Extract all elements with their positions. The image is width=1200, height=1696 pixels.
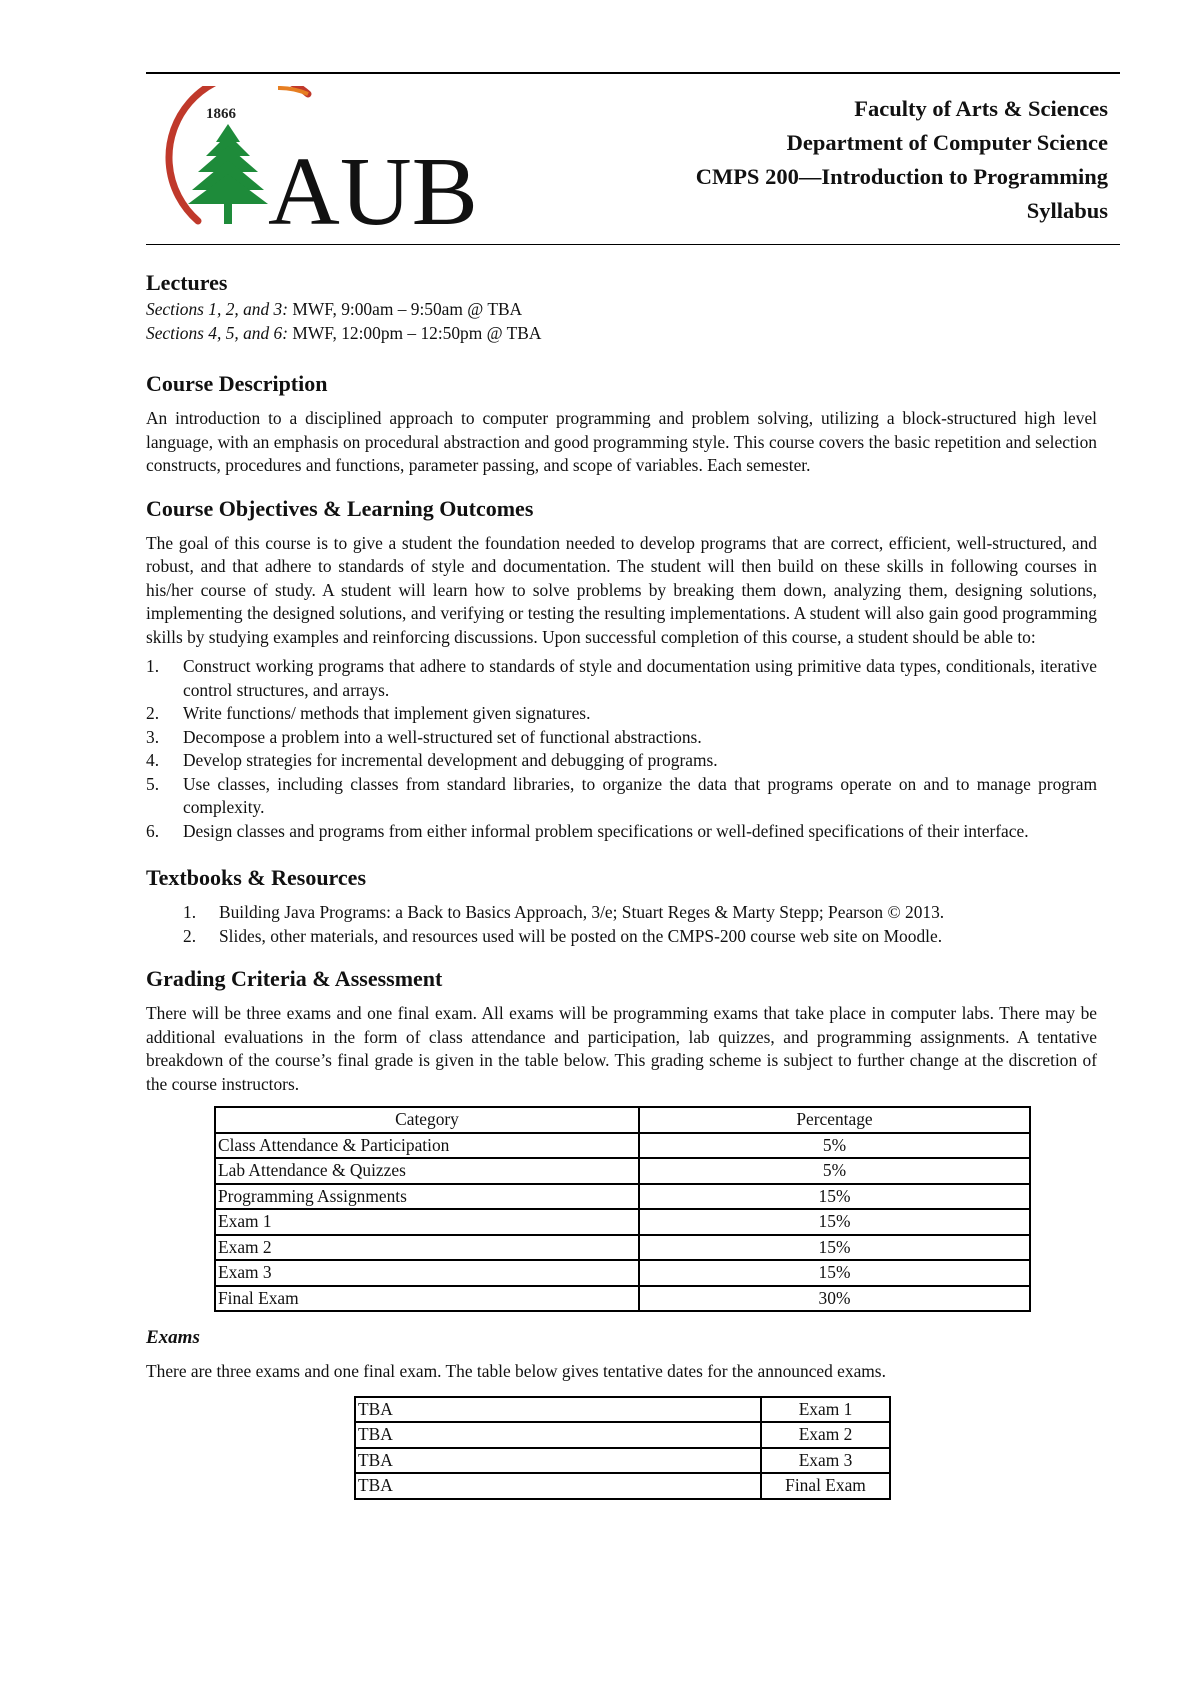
outcomes-list — [146, 655, 1097, 843]
grading-heading: Grading Criteria & Assessment — [146, 966, 443, 991]
lecture-schedule-line: Sections 4, 5, and 6: MWF, 12:00pm – 12:50pm @ TBA — [146, 322, 542, 343]
lectures-heading: Lectures — [146, 270, 228, 295]
textbooks-list — [146, 901, 1097, 948]
list-item: 3. Decompose a problem into a well-structured set of functional abstractions. — [146, 726, 702, 747]
logo-text: AUB — [268, 138, 478, 236]
table-row: Class Attendance & Participation 5% — [215, 1133, 1030, 1159]
objectives-section — [146, 494, 1097, 844]
list-item: 2. Write functions/ methods that implement given signatures. — [146, 703, 591, 723]
table-row: Final Exam 30% — [215, 1286, 1030, 1312]
description-text: An introduction to a disciplined approach to computer programming and problem solving, utilizing a block-structured high level language, with an emphasis on procedural abstraction and good programming style. This course covers the basic repetition and selection constructs, procedures and functions, parameter passing, and scope of variables. Each semester. — [146, 408, 1097, 475]
textbooks-section — [146, 863, 1097, 948]
column-header: Percentage — [639, 1107, 1030, 1133]
exams-text: There are three exams and one final exam. The table below gives tentative dates for the announced exams. — [146, 1361, 886, 1381]
faculty-name: Faculty of Arts & Sciences — [854, 96, 1108, 121]
description-heading: Course Description — [146, 371, 328, 396]
table-row: TBA Final Exam — [355, 1473, 890, 1499]
grading-section — [146, 964, 1097, 1312]
list-item: 1. Building Java Programs: a Back to Basics Approach, 3/e; Stuart Reges & Marty Stepp; Pearson © 2013. — [183, 902, 945, 922]
header-rule — [146, 244, 1120, 245]
course-title: CMPS 200—Introduction to Programming — [695, 164, 1108, 189]
table-row: Lab Attendance & Quizzes 5% — [215, 1158, 1030, 1184]
table-row: Programming Assignments 15% — [215, 1184, 1030, 1210]
table-row: Exam 2 15% — [215, 1235, 1030, 1261]
document-header — [696, 92, 1108, 228]
department-name: Department of Computer Science — [786, 130, 1108, 155]
list-item: 1. Construct working programs that adhere to standards of style and documentation using primitive data types, conditionals, iterative control structures, and arrays. — [146, 656, 1097, 700]
grading-table — [214, 1106, 1031, 1312]
list-item: 5. Use classes, including classes from standard libraries, to organize the data that programs operate on and to manage program complexity. — [146, 773, 1097, 817]
top-rule — [146, 72, 1120, 74]
cedar-tree-icon — [188, 124, 268, 224]
logo-year: 1866 — [206, 106, 236, 122]
list-item: 4. Develop strategies for incremental development and debugging of programs. — [146, 750, 718, 770]
table-row: TBA Exam 3 — [355, 1448, 890, 1474]
table-header-row — [215, 1107, 1030, 1133]
textbooks-heading: Textbooks & Resources — [146, 865, 367, 890]
lectures-section — [146, 268, 1097, 345]
list-item: 2. Slides, other materials, and resources used will be posted on the CMPS-200 course web site on Moodle. — [183, 925, 943, 946]
exams-section — [146, 1324, 1097, 1500]
table-row: Exam 3 15% — [215, 1260, 1030, 1286]
objectives-heading: Course Objectives & Learning Outcomes — [146, 495, 534, 521]
column-header: Category — [215, 1107, 639, 1133]
aub-logo — [158, 86, 488, 236]
list-item: 6. Design classes and programs from either informal problem specifications or well-defined specifications of their interface. — [146, 820, 1029, 841]
document-type: Syllabus — [1026, 198, 1108, 223]
table-row: TBA Exam 1 — [355, 1397, 890, 1423]
grading-text: There will be three exams and one final exam. All exams will be programming exams that take place in computer labs. There may be additional evaluations in the form of class attendance and participation, lab quizzes, and programming assignments. A tentative breakdown of the course’s final grade is given in the table below. This grading scheme is subject to further change at the discretion of the course instructors. — [146, 1003, 1097, 1094]
exams-table — [354, 1396, 891, 1500]
table-row: Exam 1 15% — [215, 1209, 1030, 1235]
description-section — [146, 369, 1097, 478]
lecture-schedule-line: Sections 1, 2, and 3: MWF, 9:00am – 9:50am @ TBA — [146, 299, 523, 319]
exams-heading: Exams — [146, 1327, 200, 1348]
table-row: TBA Exam 2 — [355, 1422, 890, 1448]
objectives-intro: The goal of this course is to give a student the foundation needed to develop programs that are correct, efficient, well-structured, and robust, and that adhere to standards of style and documentation. The student will then build on these skills in following courses in his/her course of study. A student will learn how to solve problems by breaking them down, analyzing them, designing solutions, implementing the designed solutions, and verifying or testing the resulting implementations. A student will also gain good programming skills by studying examples and reinforcing discussions. Upon successful completion of this course, a student should be able to: — [146, 532, 1097, 647]
syllabus-content — [146, 268, 1097, 1500]
